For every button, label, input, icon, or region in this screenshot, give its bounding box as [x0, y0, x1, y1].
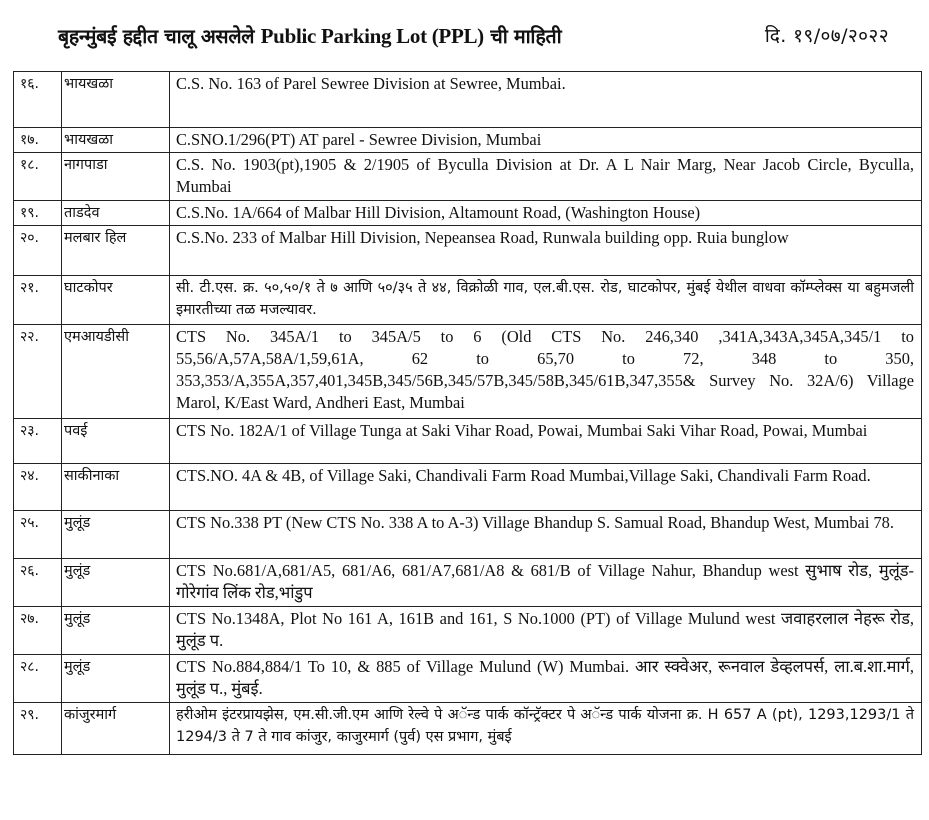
serial-number: १८. — [14, 153, 62, 201]
document-header — [58, 22, 889, 52]
title-marathi-suffix: ची माहिती — [483, 25, 562, 48]
location-address: C.S.No. 1A/664 of Malbar Hill Division, Altamount Road, (Washington House) — [170, 201, 922, 226]
serial-number: २४. — [14, 464, 62, 511]
serial-number: २१. — [14, 276, 62, 325]
location-address: C.SNO.1/296(PT) AT parel - Sewree Division, Mumbai — [170, 128, 922, 153]
area-name: घाटकोपर — [62, 276, 170, 325]
area-name: मुलूंड — [62, 655, 170, 703]
serial-number: २६. — [14, 559, 62, 607]
area-name: मुलूंड — [62, 511, 170, 559]
serial-number: १९. — [14, 201, 62, 226]
serial-number: २७. — [14, 607, 62, 655]
serial-number: २९. — [14, 703, 62, 755]
area-name: भायखळा — [62, 128, 170, 153]
location-address: हरीओम इंटरप्रायझेस, एम.सी.जी.एम आणि रेल्वे पे अॅन्ड पार्क कॉन्ट्रॅक्टर पे अॅन्ड पार्क योजना क्र. H 657 A (pt), 1293,1293/1 ते 1294/3 ते 7 ते गाव कांजुर, काजुरमार्ग (पुर्व) एस प्रभाग, मुंबई — [170, 703, 922, 755]
area-name: भायखळा — [62, 72, 170, 128]
location-address: C.S. No. 163 of Parel Sewree Division at Sewree, Mumbai. — [170, 72, 922, 128]
table-row — [14, 128, 922, 153]
area-name: नागपाडा — [62, 153, 170, 201]
title-english: Public Parking Lot (PPL) — [260, 24, 484, 48]
page-title — [58, 22, 561, 49]
table-row — [14, 703, 922, 755]
serial-number: २२. — [14, 325, 62, 419]
location-address: CTS No.1348A, Plot No 161 A, 161B and 161, S No.1000 (PT) of Village Mulund west जवाहरलाल नेहरू रोड, मुलूंड प. — [170, 607, 922, 655]
table-row — [14, 325, 922, 419]
table-row — [14, 559, 922, 607]
location-address: C.S.No. 233 of Malbar Hill Division, Nepeansea Road, Runwala building opp. Ruia bunglow — [170, 226, 922, 276]
area-name: कांजुरमार्ग — [62, 703, 170, 755]
serial-number: १७. — [14, 128, 62, 153]
table-row — [14, 72, 922, 128]
table-row — [14, 607, 922, 655]
table-row — [14, 464, 922, 511]
table-row — [14, 153, 922, 201]
location-address: CTS No.338 PT (New CTS No. 338 A to A-3) Village Bhandup S. Samual Road, Bhandup West, Mumbai 78. — [170, 511, 922, 559]
title-marathi-prefix: बृहन्मुंबई हद्दीत चालू असलेले — [58, 25, 261, 48]
location-address: CTS.NO. 4A & 4B, of Village Saki, Chandivali Farm Road Mumbai,Village Saki, Chandivali Farm Road. — [170, 464, 922, 511]
area-name: मुलूंड — [62, 607, 170, 655]
table-row — [14, 655, 922, 703]
location-address: CTS No. 345A/1 to 345A/5 to 6 (Old CTS No. 246,340 ,341A,343A,345A,345/1 to 55,56/A,57A,58A/1,59,61A, 62 to 65,70 to 72, 348 to 350, 353,353/A,355A,357,401,345B,345/56B,345/57B,345/58B,345/61B,347,355& Survey No. 32A/6) Village Marol, K/East Ward, Andheri East, Mumbai — [170, 325, 922, 419]
table-row — [14, 226, 922, 276]
serial-number: १६. — [14, 72, 62, 128]
location-address: CTS No. 182A/1 of Village Tunga at Saki Vihar Road, Powai, Mumbai Saki Vihar Road, Powai, Mumbai — [170, 419, 922, 464]
location-address: CTS No.681/A,681/A5, 681/A6, 681/A7,681/A8 & 681/B of Village Nahur, Bhandup west सुभाष रोड, मुलूंड-गोरेगांव लिंक रोड,भांडुप — [170, 559, 922, 607]
area-name: मुलूंड — [62, 559, 170, 607]
serial-number: २८. — [14, 655, 62, 703]
document-date: दि. १९/०७/२०२२ — [764, 25, 889, 47]
parking-lot-table — [13, 71, 922, 755]
serial-number: २३. — [14, 419, 62, 464]
location-address: CTS No.884,884/1 To 10, & 885 of Village Mulund (W) Mumbai. आर स्क्वेअर, रूनवाल डेव्हलपर्स, ला.ब.शा.मार्ग, मुलूंड प., मुंबई. — [170, 655, 922, 703]
location-address: सी. टी.एस. क्र. ५०,५०/१ ते ७ आणि ५०/३५ ते ४४, विक्रोळी गाव, एल.बी.एस. रोड, घाटकोपर, मुंबई येथील वाधवा कॉम्प्लेक्स या बहुमजली इमारतीच्या तळ मजल्यावर. — [170, 276, 922, 325]
table-row — [14, 419, 922, 464]
table-row — [14, 276, 922, 325]
area-name: साकीनाका — [62, 464, 170, 511]
area-name: ताडदेव — [62, 201, 170, 226]
location-address: C.S. No. 1903(pt),1905 & 2/1905 of Byculla Division at Dr. A L Nair Marg, Near Jacob Circle, Byculla, Mumbai — [170, 153, 922, 201]
area-name: पवई — [62, 419, 170, 464]
table-row — [14, 511, 922, 559]
table-row — [14, 201, 922, 226]
serial-number: २०. — [14, 226, 62, 276]
area-name: एमआयडीसी — [62, 325, 170, 419]
serial-number: २५. — [14, 511, 62, 559]
area-name: मलबार हिल — [62, 226, 170, 276]
